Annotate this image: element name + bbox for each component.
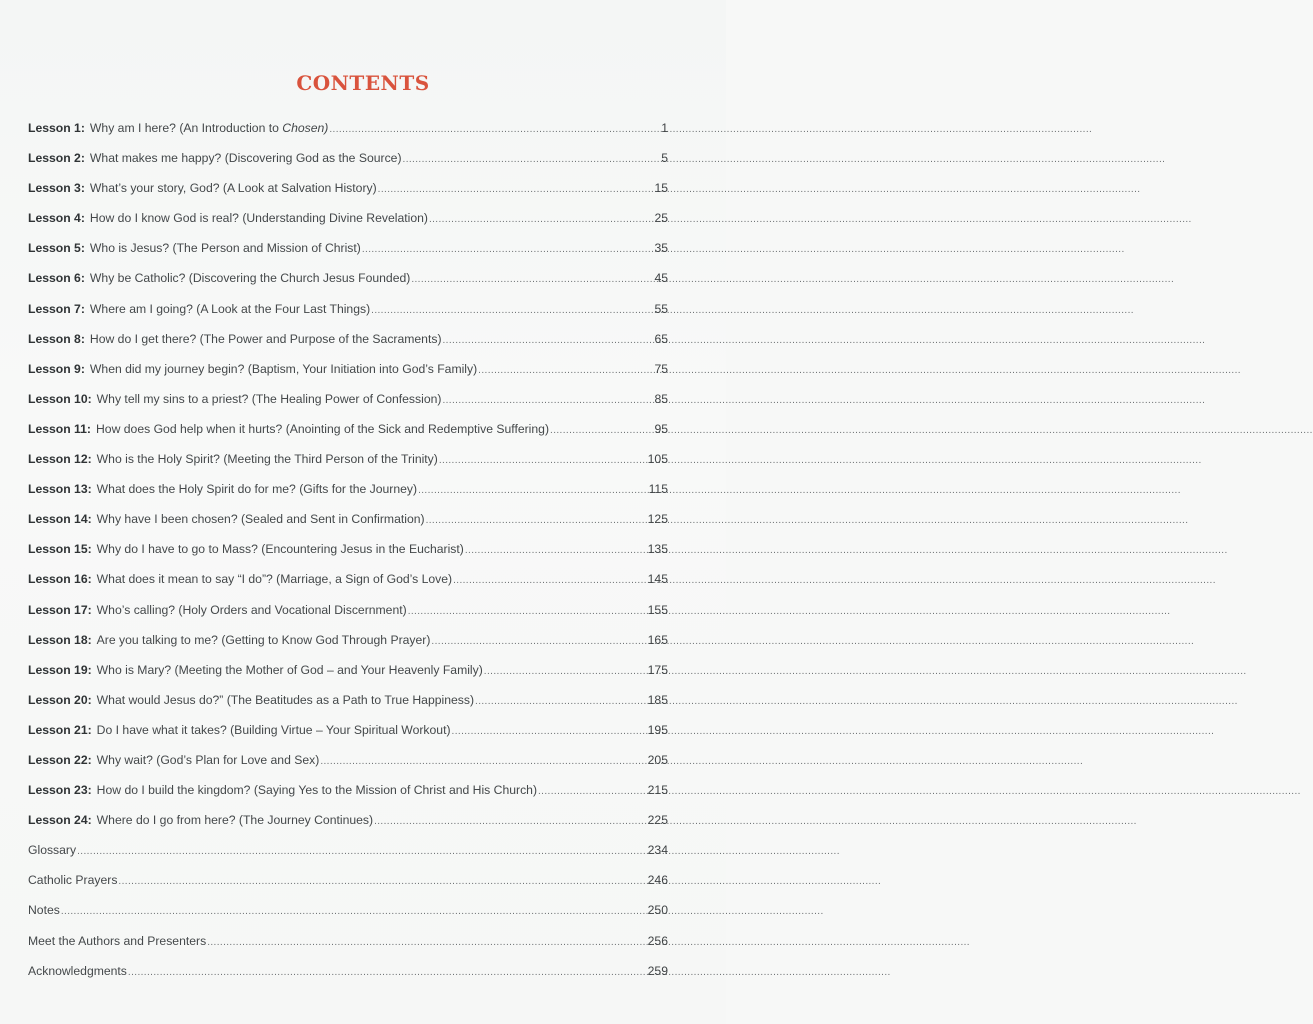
lesson-title: What makes me happy? (Discovering God as the Source): [89, 151, 402, 166]
page-number: 185: [647, 692, 668, 707]
lesson-label: Lesson 10:: [28, 391, 92, 406]
dot-leader: [442, 393, 653, 409]
toc-entry-lesson-13[interactable]: [28, 481, 668, 511]
dot-leader: [443, 333, 654, 349]
lesson-label: Lesson 24:: [28, 813, 92, 828]
lesson-label: Lesson 7:: [28, 301, 85, 316]
lesson-title: Why wait? (God’s Plan for Love and Sex): [96, 752, 320, 767]
page-number: 135: [647, 542, 668, 557]
page-number: 145: [647, 572, 668, 587]
section-title: Glossary: [28, 843, 77, 858]
page-number: 250: [647, 903, 668, 918]
page-number: 165: [647, 632, 668, 647]
toc-entry-lesson-2[interactable]: [28, 150, 668, 180]
lesson-label: Lesson 16:: [28, 572, 92, 587]
dot-leader: [429, 212, 654, 228]
page-number: 65: [654, 331, 668, 346]
section-title: Acknowledgments: [28, 963, 127, 978]
section-title: Notes: [28, 903, 60, 918]
lesson-label: Lesson 8:: [28, 331, 85, 346]
dot-leader: [439, 453, 647, 469]
lesson-label: Lesson 2:: [28, 151, 85, 166]
lesson-title: What does it mean to say “I do”? (Marriage, a Sign of God’s Love): [96, 572, 453, 587]
toc-entry-glossary[interactable]: [28, 842, 668, 872]
lesson-label: Lesson 3:: [28, 181, 85, 196]
dot-leader: [403, 152, 661, 168]
toc-entry-lesson-8[interactable]: [28, 331, 668, 361]
lesson-title: Where do I go from here? (The Journey Continues): [96, 813, 374, 828]
toc-entry-lesson-1[interactable]: [28, 120, 668, 150]
dot-leader: [320, 754, 646, 770]
lesson-label: Lesson 12:: [28, 452, 92, 467]
toc-entry-lesson-23[interactable]: [28, 782, 668, 812]
lesson-label: Lesson 18:: [28, 632, 92, 647]
table-of-contents: [28, 120, 668, 993]
toc-entry-lesson-11[interactable]: [28, 421, 668, 451]
dot-leader: [128, 965, 647, 981]
page-number: 15: [654, 181, 668, 196]
dot-leader: [362, 242, 654, 258]
page-number: 35: [654, 241, 668, 256]
toc-entry-lesson-16[interactable]: [28, 571, 668, 601]
dot-leader: [538, 784, 647, 800]
page-number: 234: [647, 843, 668, 858]
dot-leader: [329, 122, 660, 138]
lesson-label: Lesson 5:: [28, 241, 85, 256]
toc-entry-lesson-12[interactable]: [28, 451, 668, 481]
toc-entry-lesson-24[interactable]: [28, 812, 668, 842]
dot-leader: [418, 483, 647, 499]
lesson-title: How do I build the kingdom? (Saying Yes to the Mission of Christ and His Church): [96, 783, 537, 798]
lesson-label: Lesson 23:: [28, 783, 92, 798]
page-number: 246: [647, 873, 668, 888]
dot-leader: [374, 814, 647, 830]
lesson-label: Lesson 21:: [28, 722, 92, 737]
dot-leader: [484, 664, 647, 680]
lesson-label: Lesson 11:: [28, 421, 91, 436]
toc-entry-lesson-15[interactable]: [28, 541, 668, 571]
dot-leader: [452, 724, 647, 740]
toc-entry-lesson-10[interactable]: [28, 391, 668, 421]
toc-entry-lesson-18[interactable]: [28, 632, 668, 662]
lesson-title: Why have I been chosen? (Sealed and Sent in Confirmation): [96, 512, 425, 527]
page-number: 256: [647, 933, 668, 948]
page-number: 205: [647, 752, 668, 767]
dot-leader: [478, 363, 653, 379]
toc-entry-notes[interactable]: [28, 902, 668, 932]
toc-entry-lesson-3[interactable]: [28, 180, 668, 210]
page-number: 95: [654, 421, 668, 436]
dot-leader: [411, 272, 653, 288]
page-number: 115: [648, 482, 668, 497]
dot-leader: [465, 543, 647, 559]
lesson-title: Why be Catholic? (Discovering the Church Jesus Founded): [89, 271, 411, 286]
page-number: 195: [647, 722, 668, 737]
page-number: 25: [654, 211, 668, 226]
lesson-label: Lesson 22:: [28, 752, 92, 767]
lesson-title: When did my journey begin? (Baptism, Your Initiation into God’s Family): [89, 361, 478, 376]
lesson-title: Who is Jesus? (The Person and Mission of Christ): [89, 241, 361, 256]
page-number: 259: [647, 963, 668, 978]
lesson-label: Lesson 20:: [28, 692, 92, 707]
page-number: 85: [654, 391, 668, 406]
page-number: 125: [647, 512, 668, 527]
lesson-title: How does God help when it hurts? (Anointing of the Sick and Redemptive Suffering): [96, 421, 550, 436]
lesson-label: Lesson 17:: [28, 602, 92, 617]
dot-leader: [431, 634, 646, 650]
lesson-label: Lesson 19:: [28, 662, 92, 677]
toc-entry-lesson-22[interactable]: [28, 752, 668, 782]
lesson-title: Why do I have to go to Mass? (Encountering Jesus in the Eucharist): [96, 542, 464, 557]
lesson-title: How do I know God is real? (Understanding Divine Revelation): [89, 211, 428, 226]
page-number: 225: [647, 813, 668, 828]
dot-leader: [77, 844, 647, 860]
toc-entry-acknowledgments[interactable]: [28, 963, 668, 993]
lesson-title: Who is the Holy Spirit? (Meeting the Third Person of the Trinity): [96, 452, 438, 467]
dot-leader: [453, 573, 647, 589]
page-number: 105: [647, 452, 668, 467]
lesson-title: Where am I going? (A Look at the Four Last Things): [89, 301, 371, 316]
page-number: 1: [661, 121, 668, 135]
lesson-label: Lesson 14:: [28, 512, 92, 527]
toc-entry-lesson-5[interactable]: [28, 240, 668, 270]
dot-leader: [118, 874, 646, 890]
toc-entry-lesson-21[interactable]: [28, 722, 668, 752]
lesson-title: How do I get there? (The Power and Purpose of the Sacraments): [89, 331, 442, 346]
toc-entry-lesson-17[interactable]: [28, 602, 668, 632]
lesson-title: Who is Mary? (Meeting the Mother of God – and Your Heavenly Family): [96, 662, 483, 677]
toc-entry-lesson-4[interactable]: [28, 210, 668, 240]
toc-entry-lesson-19[interactable]: [28, 662, 668, 692]
lesson-title: Why am I here? (An Introduction to Chosen): [89, 121, 329, 135]
page-number: 175: [647, 662, 668, 677]
toc-entry-catholic-prayers[interactable]: [28, 872, 668, 902]
page-number: 215: [647, 783, 668, 798]
dot-leader: [371, 303, 653, 319]
lesson-title: Why tell my sins to a priest? (The Healing Power of Confession): [96, 391, 442, 406]
dot-leader: [426, 513, 647, 529]
dot-leader: [550, 423, 653, 439]
lesson-title: What would Jesus do?” (The Beatitudes as a Path to True Happiness): [96, 692, 475, 707]
toc-entry-lesson-20[interactable]: [28, 692, 668, 722]
lesson-label: Lesson 9:: [28, 361, 85, 376]
page-number: 45: [654, 271, 668, 286]
page-title: CONTENTS: [296, 71, 430, 95]
toc-entry-lesson-6[interactable]: [28, 270, 668, 300]
toc-entry-meet-the-authors[interactable]: [28, 933, 668, 963]
dot-leader: [61, 904, 647, 920]
lesson-title: What does the Holy Spirit do for me? (Gifts for the Journey): [96, 482, 418, 497]
toc-entry-lesson-9[interactable]: [28, 361, 668, 391]
dot-leader: [408, 604, 647, 620]
dot-leader: [207, 935, 646, 951]
lesson-label: Lesson 4:: [28, 211, 85, 226]
page-number: 5: [661, 151, 668, 166]
lesson-label: Lesson 6:: [28, 271, 85, 286]
lesson-label: Lesson 13:: [28, 482, 92, 497]
lesson-title: Are you talking to me? (Getting to Know God Through Prayer): [96, 632, 431, 647]
page-number: 55: [654, 301, 668, 316]
lesson-label: Lesson 1:: [28, 121, 85, 135]
lesson-label: Lesson 15:: [28, 542, 92, 557]
section-title: Meet the Authors and Presenters: [28, 933, 207, 948]
dot-leader: [378, 182, 654, 198]
lesson-title: Who’s calling? (Holy Orders and Vocational Discernment): [96, 602, 407, 617]
toc-entry-lesson-7[interactable]: [28, 301, 668, 331]
toc-entry-lesson-14[interactable]: [28, 511, 668, 541]
lesson-title: Do I have what it takes? (Building Virtue – Your Spiritual Workout): [96, 722, 451, 737]
lesson-title: What’s your story, God? (A Look at Salvation History): [89, 181, 377, 196]
dot-leader: [475, 694, 647, 710]
page-number: 75: [654, 361, 668, 376]
page-number: 155: [647, 602, 668, 617]
section-title: Catholic Prayers: [28, 873, 118, 888]
